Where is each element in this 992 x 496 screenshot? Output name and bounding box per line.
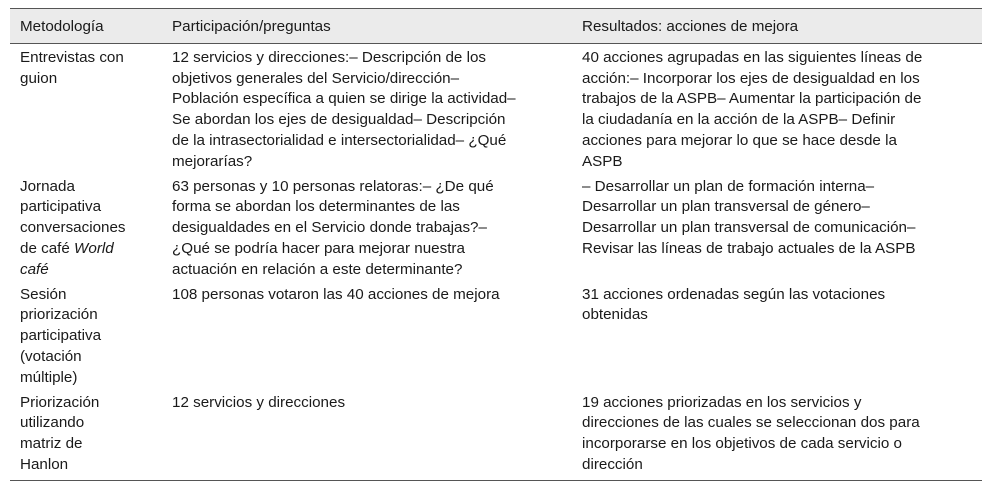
cell-line: Priorización xyxy=(20,393,100,411)
cell-line: incorporarse en los objetivos de cada servicio o xyxy=(582,435,902,453)
cell-line: Sesión xyxy=(20,285,67,303)
cell-line: Población específica a quien se dirige la actividad– xyxy=(172,90,516,108)
methodology-table xyxy=(10,8,982,481)
header-methodology: Metodología xyxy=(20,18,104,35)
cell-line: la ciudadanía en la acción de la ASPB– Definir xyxy=(582,111,896,129)
cell-participation xyxy=(162,391,572,481)
cell-line: acciones para mejorar lo que se hace desde la xyxy=(582,131,897,149)
cell-line: ASPB xyxy=(582,152,623,170)
cell-line: 40 acciones agrupadas en las siguientes líneas de xyxy=(582,48,923,66)
cell-methodology xyxy=(10,391,162,481)
header-participation: Participación/preguntas xyxy=(172,18,331,35)
italic-term: café xyxy=(20,260,49,278)
cell-line: 31 acciones ordenadas según las votaciones xyxy=(582,285,886,303)
cell-line: conversaciones xyxy=(20,219,126,237)
header-results: Resultados: acciones de mejora xyxy=(582,18,799,35)
cell-line: de la intrasectorialidad e intersectorialidad– ¿Qué xyxy=(172,131,507,149)
cell-line-text: de café xyxy=(20,239,75,257)
cell-line: Revisar las líneas de trabajo actuales de la ASPB xyxy=(582,239,916,257)
cell-line: Desarrollar un plan transversal de comunicación– xyxy=(582,219,916,237)
cell-line: múltiple) xyxy=(20,368,78,386)
table-header-row xyxy=(10,9,982,44)
table-row xyxy=(10,391,982,481)
cell-line: dirección xyxy=(582,455,643,473)
cell-line: 12 servicios y direcciones:– Descripción de los xyxy=(172,48,487,66)
cell-line: forma se abordan los determinantes de las xyxy=(172,198,460,216)
cell-participation xyxy=(162,43,572,174)
cell-line: mejorarías? xyxy=(172,152,253,170)
cell-line: actuación en relación a este determinante? xyxy=(172,260,463,278)
cell-methodology xyxy=(10,283,162,391)
cell-line: acción:– Incorporar los ejes de desigualdad en los xyxy=(582,69,920,87)
methodology-table-container xyxy=(10,8,982,481)
cell-methodology xyxy=(10,43,162,174)
cell-results xyxy=(572,175,982,283)
cell-line: ¿Qué se podría hacer para mejorar nuestra xyxy=(172,239,465,257)
italic-term: World xyxy=(74,239,114,257)
table-row xyxy=(10,43,982,174)
cell-line: 19 acciones priorizadas en los servicios y xyxy=(582,393,862,411)
cell-line: – Desarrollar un plan de formación interna– xyxy=(582,177,875,195)
table-row xyxy=(10,283,982,391)
cell-participation xyxy=(162,175,572,283)
cell-line: priorización xyxy=(20,306,98,324)
cell-results xyxy=(572,43,982,174)
cell-line: participativa xyxy=(20,198,102,216)
cell-results xyxy=(572,391,982,481)
cell-line: 108 personas votaron las 40 acciones de mejora xyxy=(172,285,500,303)
cell-line: utilizando xyxy=(20,414,85,432)
cell-line xyxy=(20,260,156,281)
cell-line: trabajos de la ASPB– Aumentar la participación de xyxy=(582,90,922,108)
cell-line: matriz de xyxy=(20,435,83,453)
cell-line: direcciones de las cuales se seleccionan dos para xyxy=(582,414,920,432)
cell-line xyxy=(20,239,156,260)
table-row xyxy=(10,175,982,283)
cell-line: obtenidas xyxy=(582,306,648,324)
cell-line: guion xyxy=(20,69,58,87)
cell-methodology xyxy=(10,175,162,283)
cell-line: Se abordan los ejes de desigualdad– Descripción xyxy=(172,111,506,129)
cell-line: 12 servicios y direcciones xyxy=(172,393,346,411)
cell-line: desigualdades en el Servicio donde trabajas?– xyxy=(172,219,487,237)
cell-line: Desarrollar un plan transversal de género– xyxy=(582,198,870,216)
cell-line: Entrevistas con xyxy=(20,48,124,66)
cell-results xyxy=(572,283,982,391)
cell-line: Hanlon xyxy=(20,455,69,473)
cell-participation xyxy=(162,283,572,391)
cell-line: (votación xyxy=(20,347,82,365)
cell-line: objetivos generales del Servicio/dirección– xyxy=(172,69,460,87)
cell-line: 63 personas y 10 personas relatoras:– ¿De qué xyxy=(172,177,494,195)
cell-line: Jornada xyxy=(20,177,75,195)
cell-line: participativa xyxy=(20,327,102,345)
